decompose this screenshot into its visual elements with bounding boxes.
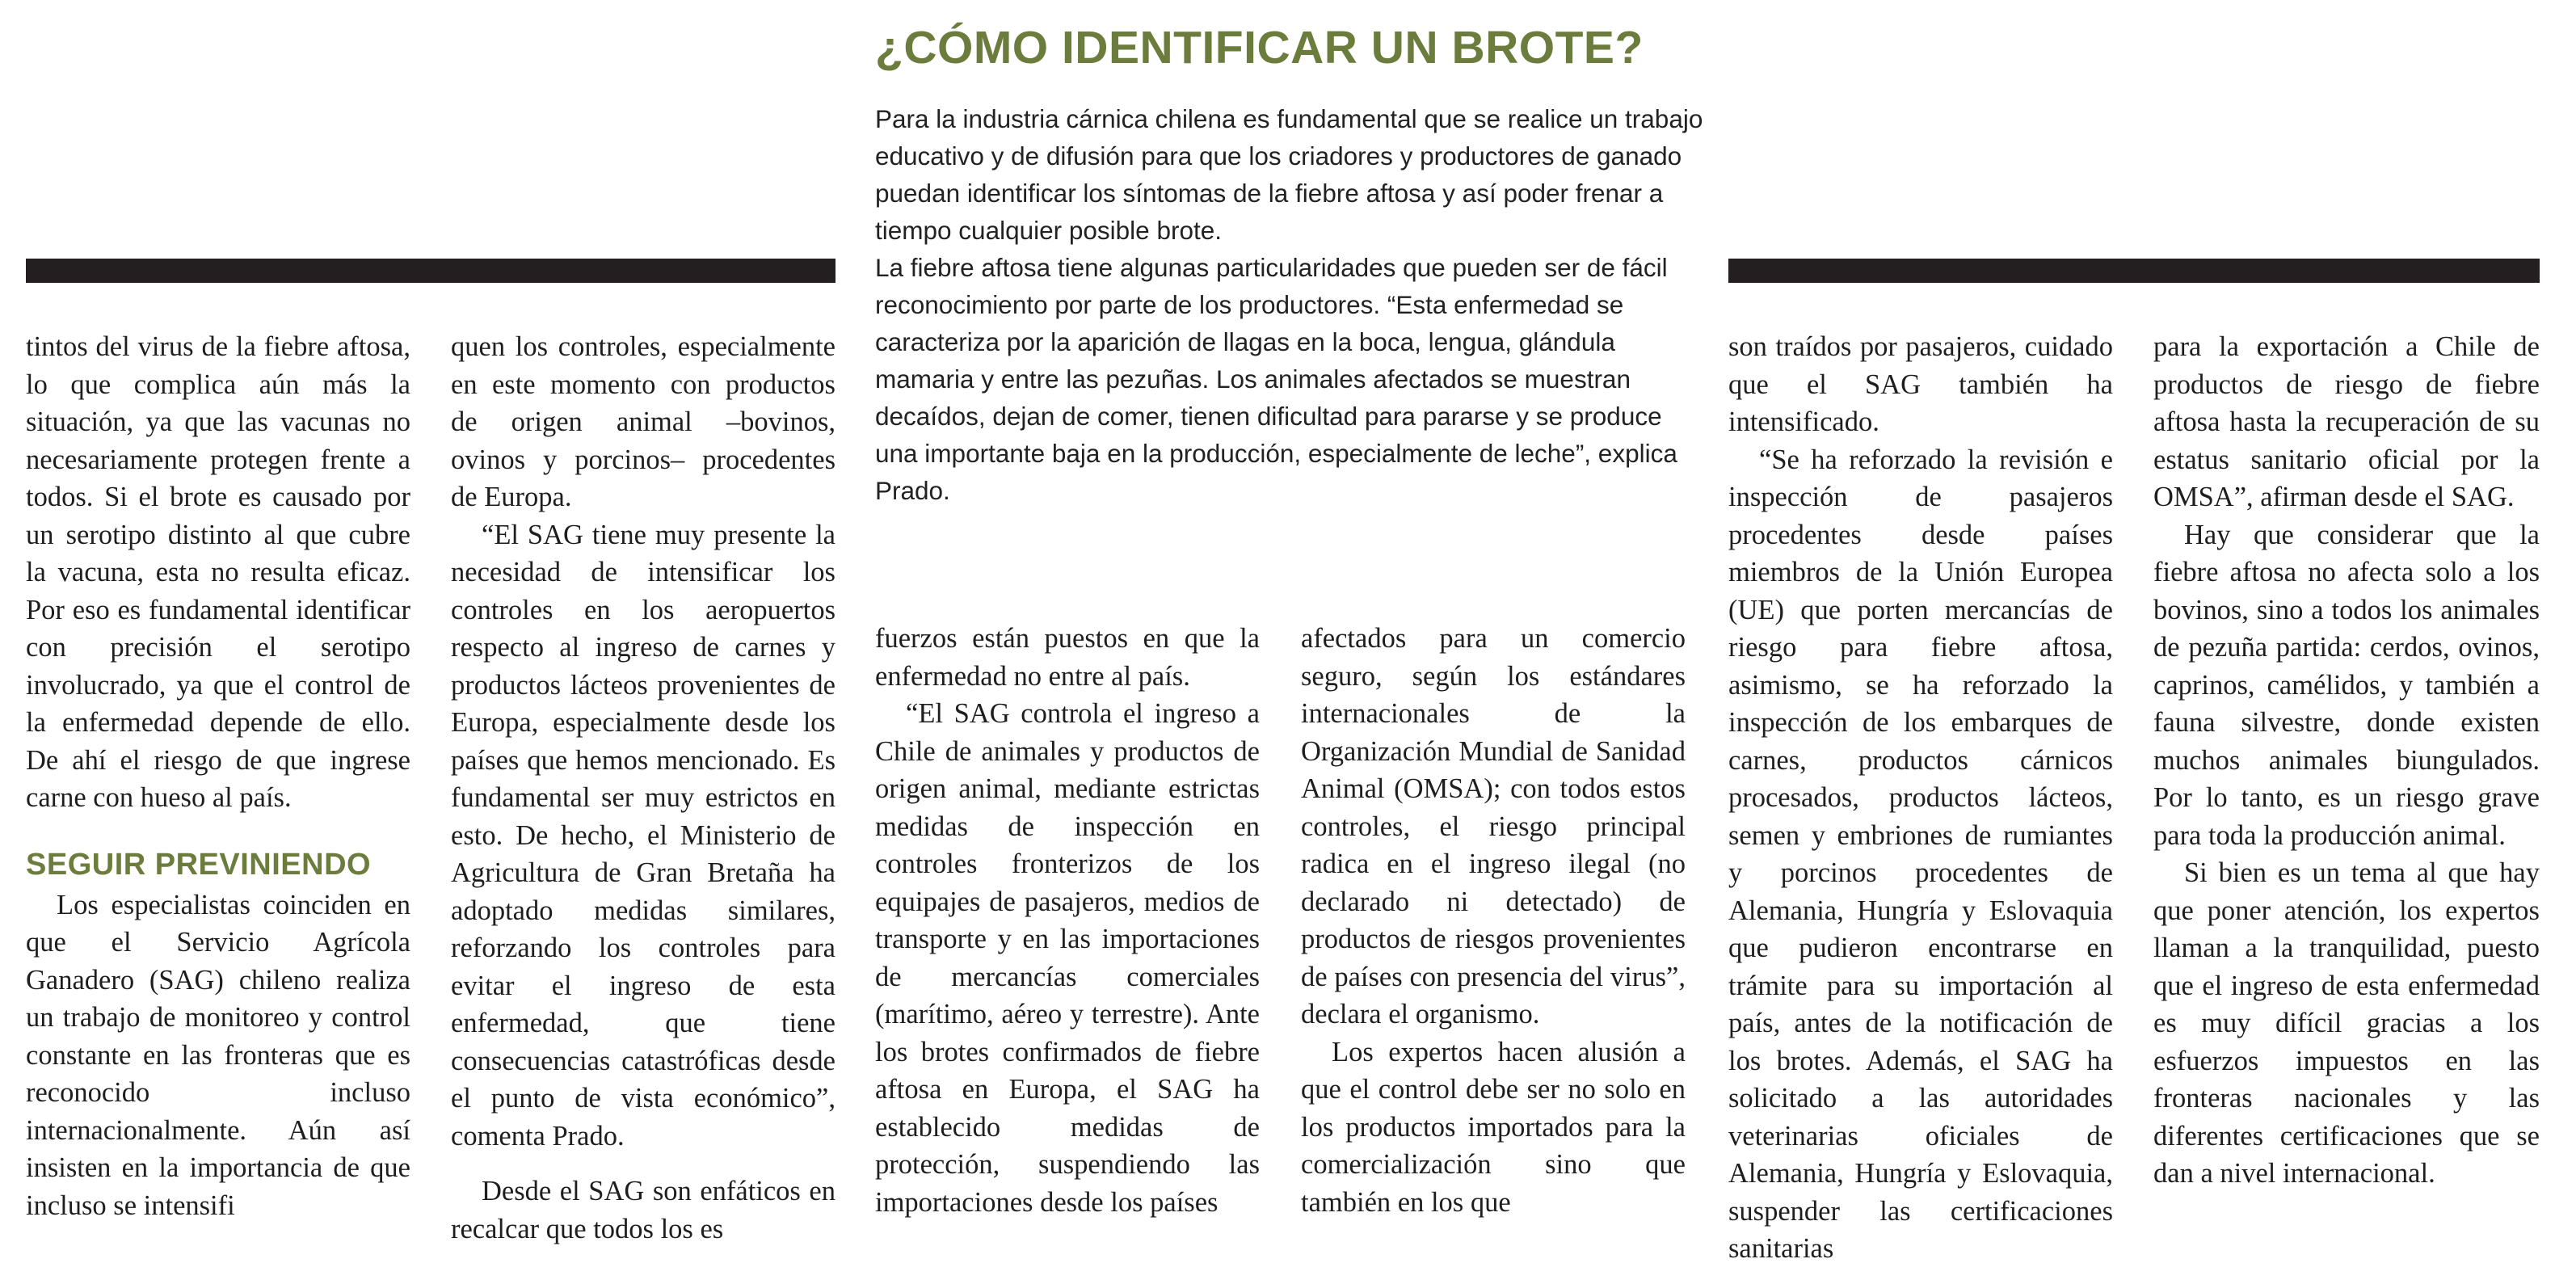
column-4 [1301,620,1686,1221]
col2-paragraph-3: Desde el SAG son enfáticos en recalcar que todos los es [451,1176,836,1244]
box-title: ¿CÓMO IDENTIFICAR UN BROTE? [875,22,1644,74]
box-intro [875,100,1707,509]
col5-paragraph-1: son traídos por pasajeros, cuidado que el SAG también ha intensificado. [1728,331,2113,437]
col5-paragraph-2: “Se ha reforzado la revisión e inspección de pasajeros procedentes desde países miembros de la Unión Europea (UE) que porten mercancías de riesgo para fiebre aftosa, asimismo, se ha reforzado la inspección de los embarques de carnes, productos cárnicos procesados, productos lácteos, semen y embriones de rumiantes y porcinos procedentes de Alemania, Hungría y Eslovaquia que pudieron encontrarse en trámite para su importación al país, antes de la notificación de los brotes. Además, el SAG ha solicitado a las autoridades veterinarias oficiales de Alemania, Hungría y Eslovaquia, suspender las certificaciones sanitarias [1728,444,2113,1264]
column-6 [2153,328,2540,1193]
col4-paragraph-2: Los expertos hacen alusión a que el control debe ser no solo en los productos importados para la comercialización sino que también en los que [1301,1036,1686,1218]
col2-paragraph-1: quen los controles, especialmente en este momento con productos de origen animal –bovinos, ovinos y porcinos– procedentes de Europa. [451,331,836,512]
column-3 [875,620,1260,1221]
col4-paragraph-1: afectados para un comercio seguro, según los estándares internacionales de la Organización Mundial de Sanidad Animal (OMSA); con todos estos controles, el riesgo principal radica en el ingreso ilegal (no declarado ni detectado) de productos de riesgos provenientes de países con presencia del virus”, declara el organismo. [1301,623,1686,1029]
right-divider-bar [1728,259,2540,283]
section-heading: SEGUIR PREVINIENDO [26,847,372,882]
col1-paragraph-2: Los especialistas coinciden en que el Servicio Agrícola Ganadero (SAG) chileno realiza un trabajo de monitoreo y control constante en las fronteras que es reconocido incluso internacionalmente. Aún así insisten en la importancia de que incluso se intensifi [26,889,410,1221]
column-1 [26,328,410,1224]
col3-paragraph-2: “El SAG controla el ingreso a Chile de animales y productos de origen animal, mediante estrictas medidas de inspección en controles fronterizos de los equipajes de pasajeros, medios de transporte y en las importaciones de mercancías comerciales (marítimo, aéreo y terrestre). Ante los brotes confirmados de fiebre aftosa en Europa, el SAG ha establecido medidas de protección, suspendiendo las importaciones desde los países [875,698,1260,1218]
column-2 [451,328,836,1248]
box-paragraph-2: La fiebre aftosa tiene algunas particularidades que pueden ser de fácil reconocimiento por parte de los productores. “Esta enfermedad se caracteriza por la aparición de llagas en la boca, lengua, glándula mamaria y entre las pezuñas. Los animales afectados se muestran decaídos, dejan de comer, tienen dificultad para pararse y se produce una importante baja en la producción, especialmente de leche”, explica Prado. [875,253,1677,505]
col1-paragraph-1: tintos del virus de la fiebre aftosa, lo que complica aún más la situación, ya que las vacunas no necesariamente protegen frente a todos. Si el brote es causado por un serotipo distinto al que cubre la vacuna, esta no resulta eficaz. Por eso es fundamental identificar con precisión el serotipo involucrado, ya que el control de la enfermedad depende de ello. De ahí el riesgo de que ingrese carne con hueso al país. [26,331,410,813]
col2-paragraph-2: “El SAG tiene muy presente la necesidad de intensificar los controles en los aeropuertos respecto al ingreso de carnes y productos lácteos provenientes de Europa, especialmente desde los países que hemos mencionado. Es fundamental ser muy estrictos en esto. De hecho, el Ministerio de Agricultura de Gran Bretaña ha adoptado medidas similares, reforzando los controles para evitar el ingreso de esta enfermedad, que tiene consecuencias catastróficas desde el punto de vista económico”, comenta Prado. [451,519,836,1152]
col6-paragraph-3: Si bien es un tema al que hay que poner atención, los expertos llaman a la tranquilidad, puesto que el ingreso de esta enfermedad es muy difícil gracias a los esfuerzos impuestos en las fronteras nacionales y las diferentes certificaciones que se dan a nivel internacional. [2153,857,2540,1189]
col6-paragraph-2: Hay que considerar que la fiebre aftosa no afecta solo a los bovinos, sino a todos los animales de pezuña partida: cerdos, ovinos, caprinos, camélidos, y también a fauna silvestre, donde existen muchos animales biungulados. Por lo tanto, es un riesgo grave para toda la producción animal. [2153,519,2540,851]
col6-paragraph-1: para la exportación a Chile de productos de riesgo de fiebre aftosa hasta la recuperación de su estatus sanitario oficial por la OMSA”, afirman desde el SAG. [2153,331,2540,512]
col3-paragraph-1: fuerzos están puestos en que la enfermedad no entre al país. [875,623,1260,692]
box-paragraph-1: Para la industria cárnica chilena es fundamental que se realice un trabajo educativo y de difusión para que los criadores y productores de ganado puedan identificar los síntomas de la fiebre aftosa y así poder frenar a tiempo cualquier posible brote. [875,104,1703,245]
column-5 [1728,328,2113,1268]
left-divider-bar [26,259,836,283]
